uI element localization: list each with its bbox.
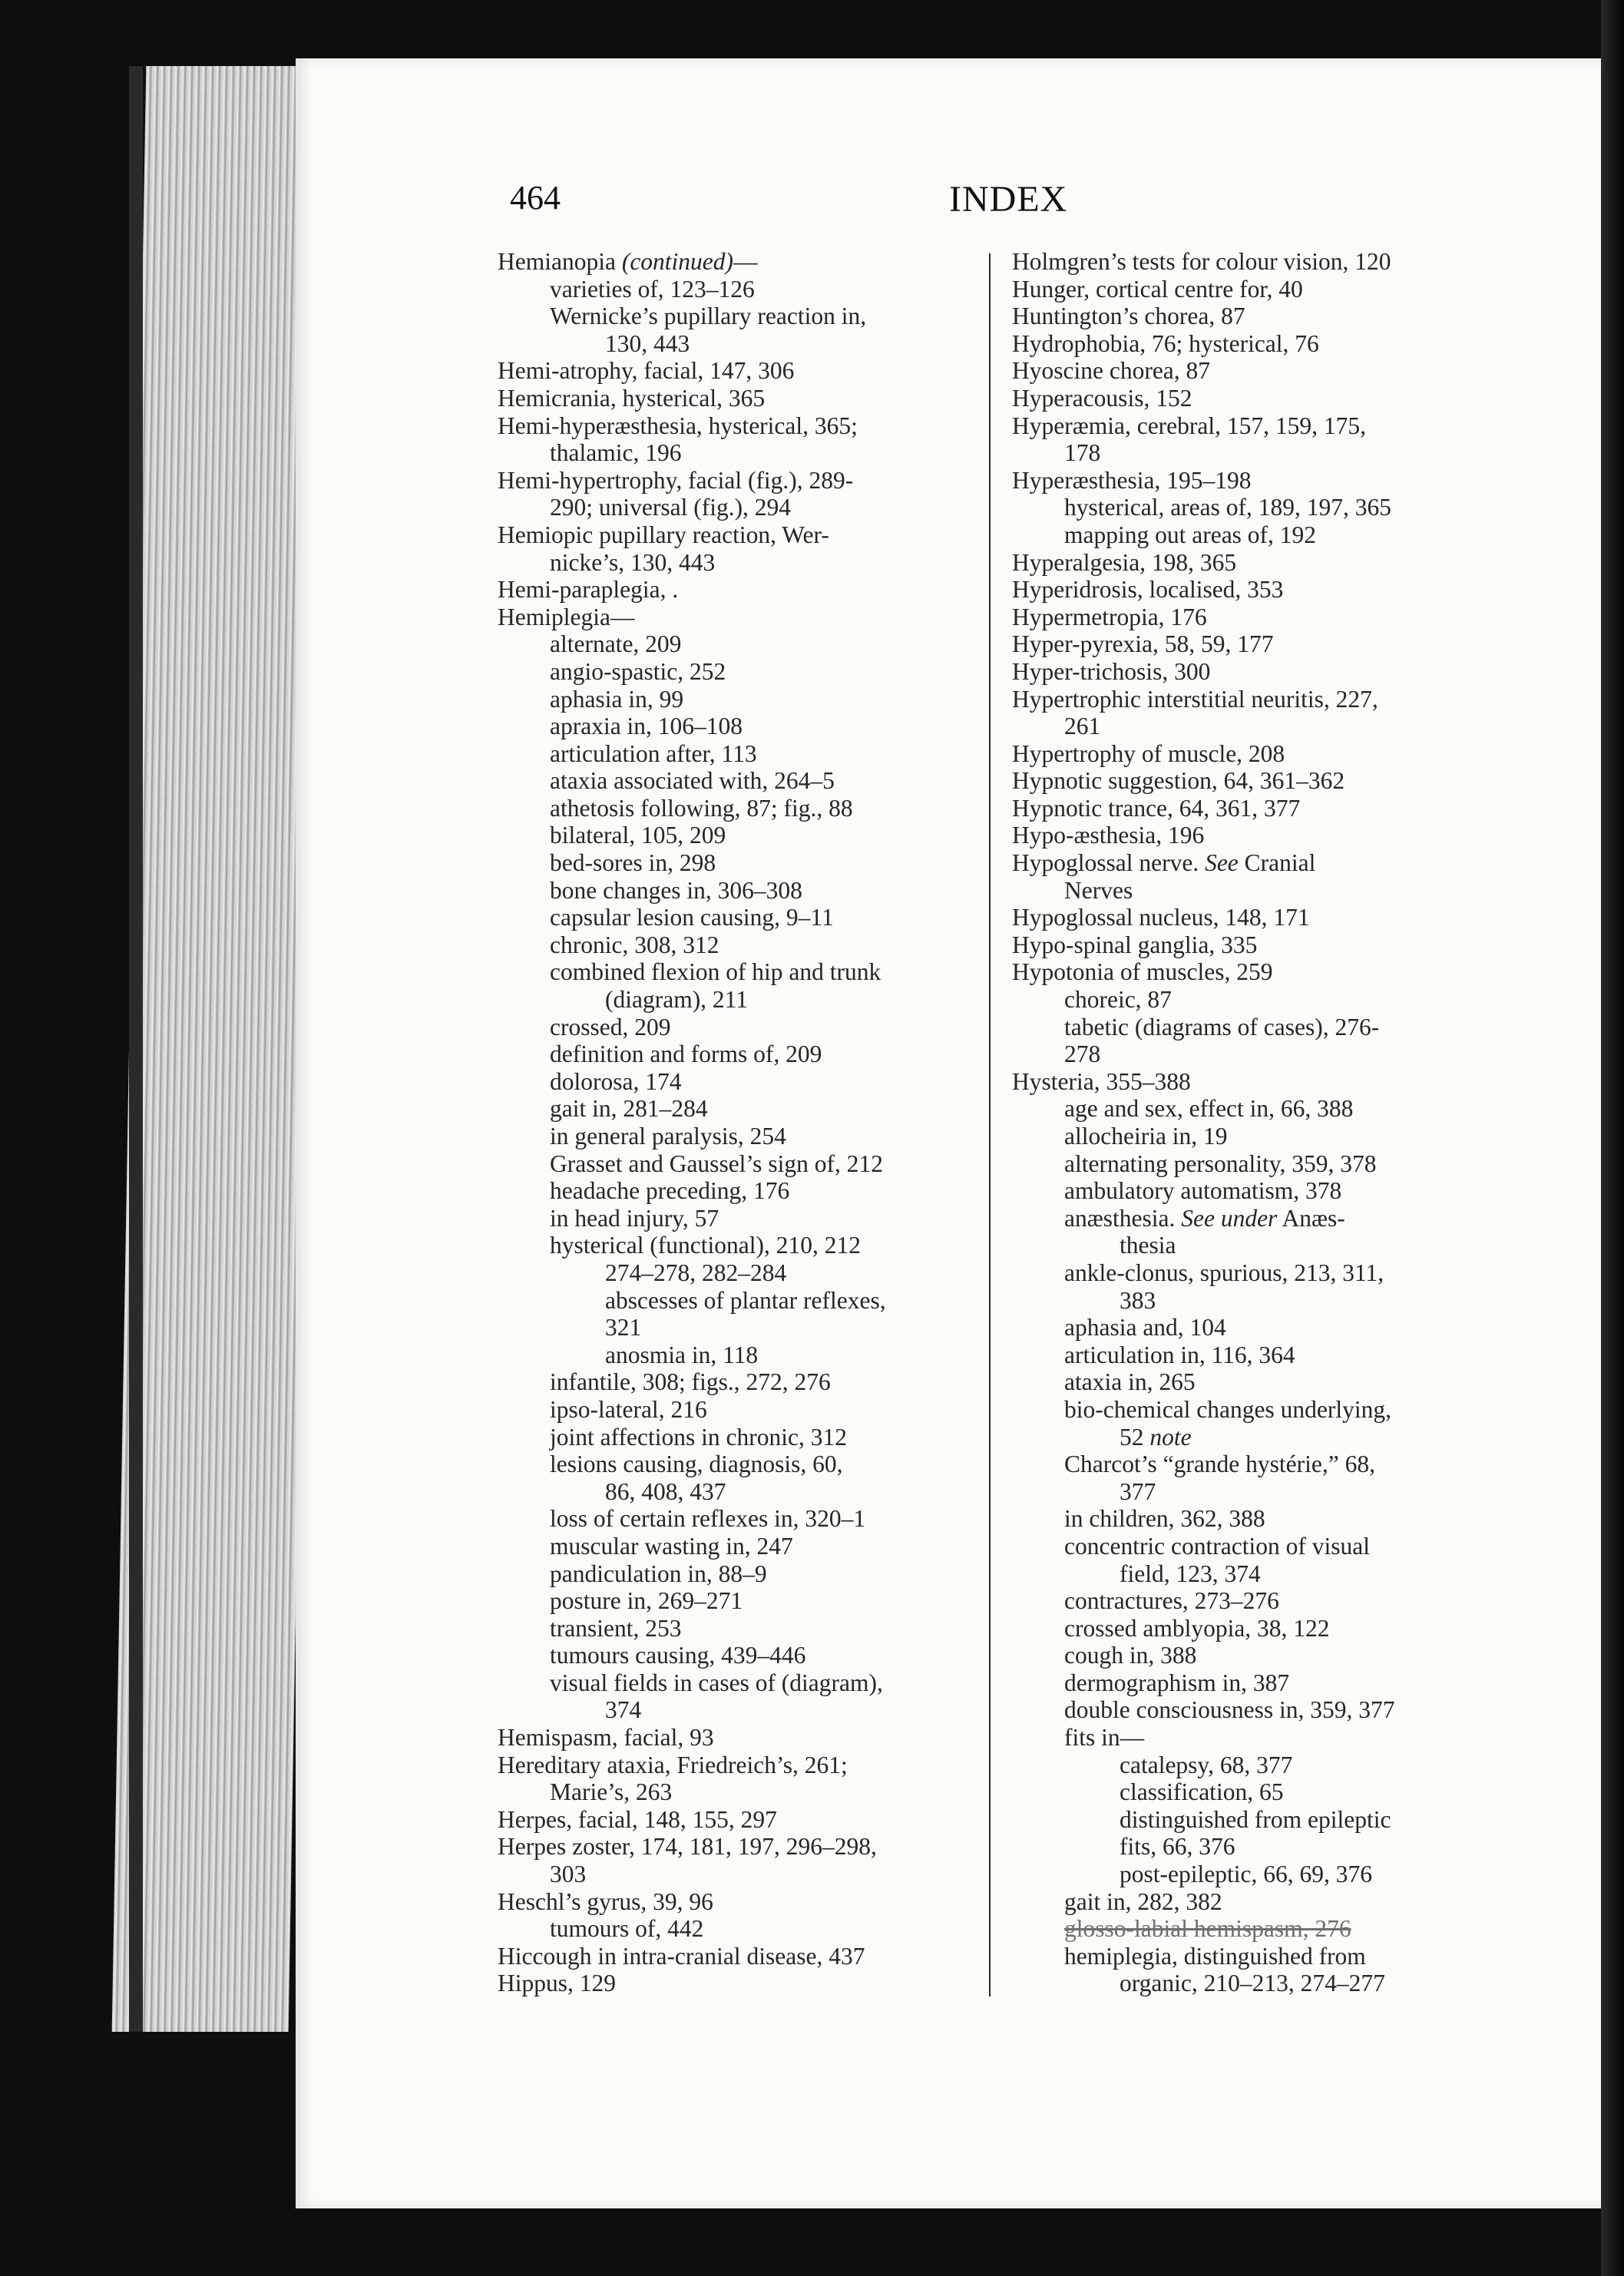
- index-entry: [498, 1833, 989, 1861]
- index-entry-text: lesions causing, diagnosis, 60,: [550, 1451, 843, 1478]
- index-entry-italic: See under: [1181, 1204, 1278, 1232]
- index-entry: [1012, 822, 1515, 849]
- index-entry: [498, 1123, 989, 1150]
- index-entry-text: double consciousness in, 359, 377: [1064, 1696, 1395, 1724]
- index-entry-text: crossed amblyopia, 38, 122: [1064, 1614, 1330, 1642]
- index-entry-text: fits, 66, 376: [1120, 1833, 1235, 1861]
- index-entry-text: Marie’s, 263: [550, 1778, 673, 1806]
- book-page-edges: [112, 66, 323, 2032]
- index-entry-text: hysterical (functional), 210, 212: [550, 1232, 862, 1259]
- index-entry: [1012, 1642, 1515, 1669]
- index-entry-text: articulation after, 113: [550, 739, 757, 767]
- index-entry-tail: Anæs-: [1277, 1204, 1345, 1232]
- index-entry: [1012, 1806, 1515, 1834]
- index-entry-text: Herpes, facial, 148, 155, 297: [498, 1805, 777, 1833]
- index-entry-text: transient, 253: [550, 1614, 682, 1642]
- index-entry: [1012, 958, 1515, 986]
- index-entry-text: Hypo-æsthesia, 196: [1012, 822, 1205, 849]
- index-entry: [1012, 1669, 1515, 1697]
- index-entry: [498, 1696, 989, 1724]
- index-entry-text: Hunger, cortical centre for, 40: [1012, 275, 1303, 303]
- index-entry-text: Hyper-pyrexia, 58, 59, 177: [1012, 630, 1274, 658]
- facing-page-edge: [1601, 0, 1624, 2276]
- index-entry-text: Hemianopia: [498, 248, 622, 275]
- index-entry-text: (diagram), 211: [605, 986, 749, 1014]
- index-entry: [498, 986, 989, 1014]
- index-entry: [498, 412, 989, 440]
- index-entry: [498, 958, 989, 986]
- index-entry-text: ambulatory automatism, 378: [1064, 1177, 1342, 1205]
- index-entry: [1012, 1451, 1515, 1478]
- index-entry-text: nicke’s, 130, 443: [550, 548, 716, 576]
- index-entry-text: classification, 65: [1120, 1778, 1284, 1806]
- index-entry-text: organic, 210–213, 274–277: [1120, 1970, 1385, 1997]
- index-entry-text: Hypermetropia, 176: [1012, 603, 1207, 630]
- index-entry: [498, 467, 989, 495]
- index-entry: [1012, 713, 1515, 740]
- index-entry: [498, 1752, 989, 1779]
- page-number: 464: [510, 179, 561, 217]
- index-entry-text: 383: [1120, 1286, 1156, 1314]
- index-entry-text: anæsthesia.: [1064, 1204, 1182, 1232]
- index-entry: [1012, 1232, 1515, 1259]
- index-entry-text: aphasia in, 99: [550, 685, 684, 713]
- index-entry-text: Hypnotic suggestion, 64, 361–362: [1012, 767, 1345, 795]
- index-entry-text: muscular wasting in, 247: [550, 1532, 793, 1560]
- index-entry-text: ipso-lateral, 216: [550, 1395, 707, 1423]
- index-entry-text: contractures, 273–276: [1064, 1587, 1279, 1615]
- index-entry-text: bed-sores in, 298: [550, 849, 716, 877]
- index-entry: [498, 931, 989, 959]
- index-entry: [1012, 276, 1515, 303]
- index-entry-text: Hippus, 129: [498, 1970, 617, 1997]
- index-entry: [498, 1368, 989, 1396]
- index-entry: [1012, 1123, 1515, 1150]
- index-entry-text: gait in, 281–284: [550, 1095, 708, 1123]
- index-entry-text: definition and forms of, 209: [550, 1040, 822, 1068]
- index-entry: [498, 767, 989, 795]
- index-entry-text: chronic, 308, 312: [550, 931, 719, 958]
- index-entry: [1012, 357, 1515, 385]
- index-entry: [498, 849, 989, 877]
- index-column-left: [498, 248, 989, 1997]
- index-entry-text: 274–278, 282–284: [605, 1259, 787, 1286]
- index-entry: [498, 1424, 989, 1451]
- index-entry: [498, 1014, 989, 1041]
- index-entry: [498, 330, 989, 358]
- index-entry: [1012, 330, 1515, 358]
- index-entry-text: 303: [550, 1861, 587, 1888]
- index-entry: [1012, 1560, 1515, 1588]
- index-entry: [498, 740, 989, 768]
- index-entry: [1012, 1068, 1515, 1096]
- index-entry: [1012, 1587, 1515, 1615]
- index-entry-text: bone changes in, 306–308: [550, 876, 802, 904]
- index-entry: [498, 1259, 989, 1287]
- index-entry-text: varieties of, 123–126: [550, 275, 755, 303]
- index-entry: [498, 1970, 989, 1997]
- index-entry-text: Hemi-hyperæsthesia, hysterical, 365;: [498, 412, 858, 439]
- index-entry-text: Hydrophobia, 76; hysterical, 76: [1012, 329, 1319, 357]
- index-entry-text: 52: [1120, 1423, 1150, 1451]
- index-entry-text: alternate, 209: [550, 630, 682, 658]
- index-entry-text: 178: [1064, 439, 1101, 467]
- index-entry: [1012, 604, 1515, 631]
- index-entry-text: choreic, 87: [1064, 986, 1172, 1014]
- index-entry-text: Hyperæmia, cerebral, 157, 159, 175,: [1012, 412, 1366, 439]
- index-entry: [1012, 1314, 1515, 1341]
- index-entry: [1012, 1259, 1515, 1287]
- index-entry-text: catalepsy, 68, 377: [1120, 1751, 1293, 1778]
- index-entry-text: 321: [605, 1314, 642, 1341]
- index-entry: [1012, 931, 1515, 959]
- index-entry-text: Heschl’s gyrus, 39, 96: [498, 1887, 713, 1915]
- index-entry: [1012, 248, 1515, 276]
- index-entry-text: in head injury, 57: [550, 1204, 719, 1232]
- index-entry-text: Hiccough in intra-cranial disease, 437: [498, 1942, 865, 1970]
- index-entry-italic: (continued): [621, 248, 734, 275]
- index-entry: [1012, 494, 1515, 521]
- index-entry-text: Hypertrophic interstitial neuritis, 227,: [1012, 685, 1378, 713]
- index-entry-text: Herpes zoster, 174, 181, 197, 296–298,: [498, 1833, 877, 1861]
- index-entry-text: combined flexion of hip and trunk: [550, 958, 881, 986]
- index-entry: [498, 630, 989, 658]
- index-entry-text: hysterical, areas of, 189, 197, 365: [1064, 494, 1392, 521]
- index-entry: [1012, 1752, 1515, 1779]
- index-entry-text: Hemi-hypertrophy, facial (fig.), 289-: [498, 466, 854, 494]
- index-entry-text: Hyoscine chorea, 87: [1012, 357, 1211, 385]
- index-entry-text: 278: [1064, 1040, 1101, 1068]
- index-entry: [498, 1505, 989, 1533]
- index-entry-text: Hypertrophy of muscle, 208: [1012, 739, 1285, 767]
- column-divider: [989, 253, 991, 1996]
- index-entry: [498, 713, 989, 740]
- index-entry: [1012, 904, 1515, 931]
- index-entry-text: ataxia in, 265: [1064, 1368, 1196, 1396]
- index-entry: [498, 1888, 989, 1916]
- index-entry: [498, 1396, 989, 1424]
- index-entry-tail: —: [733, 248, 758, 275]
- index-entry-text: Hyperacousis, 152: [1012, 384, 1192, 412]
- index-entry-text: joint affections in chronic, 312: [550, 1423, 847, 1451]
- index-entry-text: thalamic, 196: [550, 439, 682, 467]
- index-entry: [1012, 767, 1515, 795]
- index-entry: [1012, 1368, 1515, 1396]
- index-entry: [498, 604, 989, 631]
- index-entry-text: Nerves: [1064, 876, 1133, 904]
- index-entry: [498, 521, 989, 549]
- index-entry: [1012, 1205, 1515, 1232]
- index-entry: [1012, 1505, 1515, 1533]
- index-entry: [498, 1150, 989, 1178]
- index-entry: [1012, 303, 1515, 330]
- index-entry: [498, 385, 989, 412]
- index-entry-text: hemiplegia, distinguished from: [1064, 1942, 1366, 1970]
- index-entry: [1012, 385, 1515, 412]
- index-entry: [1012, 1533, 1515, 1560]
- index-entry-text: Huntington’s chorea, 87: [1012, 303, 1245, 330]
- index-entry-text: age and sex, effect in, 66, 388: [1064, 1095, 1354, 1123]
- index-entry: [1012, 1478, 1515, 1506]
- index-entry: [1012, 1888, 1515, 1916]
- index-entry-text: posture in, 269–271: [550, 1587, 743, 1615]
- index-entry-text: pandiculation in, 88–9: [550, 1560, 767, 1587]
- index-entry: [1012, 521, 1515, 549]
- index-entry-text: dermographism in, 387: [1064, 1669, 1290, 1696]
- index-entry: [498, 1177, 989, 1205]
- index-entry-text: angio-spastic, 252: [550, 657, 726, 685]
- index-entry-text: crossed, 209: [550, 1013, 671, 1040]
- index-entry: [498, 877, 989, 905]
- index-entry: [1012, 1861, 1515, 1888]
- index-entry: [498, 1642, 989, 1669]
- index-entry: [498, 494, 989, 521]
- index-entry-text: visual fields in cases of (diagram),: [550, 1669, 883, 1696]
- index-entry: [498, 1861, 989, 1888]
- index-entry: [498, 795, 989, 822]
- index-entry: [1012, 1150, 1515, 1178]
- index-entry: [498, 1478, 989, 1506]
- index-entry-text: Hyperæsthesia, 195–198: [1012, 466, 1252, 494]
- index-entry: [498, 658, 989, 686]
- index-entry-text: Hypo-spinal ganglia, 335: [1012, 931, 1258, 958]
- index-entry: [498, 1560, 989, 1588]
- index-entry-text: Hypnotic trance, 64, 361, 377: [1012, 794, 1301, 822]
- index-entry: [1012, 1696, 1515, 1724]
- index-entry-text: bio-chemical changes underlying,: [1064, 1395, 1391, 1423]
- index-entry-text: infantile, 308; figs., 272, 276: [550, 1368, 831, 1396]
- index-entry-text: Hemi-paraplegia, .: [498, 576, 679, 604]
- index-entry-text: loss of certain reflexes in, 320–1: [550, 1505, 866, 1533]
- index-entry-text: glosso-labial hemispasm, 276: [1064, 1915, 1351, 1943]
- index-entry-text: cough in, 388: [1064, 1642, 1197, 1669]
- index-entry: [498, 1287, 989, 1315]
- index-entry: [1012, 1095, 1515, 1123]
- index-entry-text: headache preceding, 176: [550, 1177, 790, 1205]
- index-entry-text: ataxia associated with, 264–5: [550, 767, 835, 795]
- index-entry-text: Hemicrania, hysterical, 365: [498, 384, 766, 412]
- index-entry: [1012, 1943, 1515, 1970]
- index-entry-text: in general paralysis, 254: [550, 1123, 786, 1150]
- index-entry-text: Hypotonia of muscles, 259: [1012, 958, 1273, 986]
- index-entry: [1012, 1014, 1515, 1041]
- index-entry: [498, 1724, 989, 1752]
- index-entry: [1012, 1970, 1515, 1997]
- index-entry: [498, 276, 989, 303]
- index-entry-tail: Cranial: [1238, 849, 1316, 877]
- index-entry-text: ankle-clonus, spurious, 213, 311,: [1064, 1259, 1384, 1286]
- index-entry-text: apraxia in, 106–108: [550, 713, 743, 740]
- index-entry-text: alternating personality, 359, 378: [1064, 1150, 1377, 1177]
- index-entry-italic: note: [1149, 1423, 1192, 1451]
- index-entry: [498, 357, 989, 385]
- index-entry-text: 290; universal (fig.), 294: [550, 494, 792, 521]
- index-entry: [1012, 576, 1515, 604]
- index-entry: [1012, 1915, 1515, 1943]
- index-entry-text: Charcot’s “grande hystérie,” 68,: [1064, 1451, 1375, 1478]
- index-entry: [1012, 1424, 1515, 1451]
- index-entry-text: Holmgren’s tests for colour vision, 120: [1012, 248, 1391, 275]
- index-entry: [498, 549, 989, 577]
- index-entry-text: Hypoglossal nerve.: [1012, 849, 1206, 877]
- index-entry-text: Hereditary ataxia, Friedreich’s, 261;: [498, 1751, 848, 1778]
- index-entry: [1012, 630, 1515, 658]
- index-entry-text: Hyper-trichosis, 300: [1012, 657, 1211, 685]
- index-entry-text: Hyperalgesia, 198, 365: [1012, 548, 1237, 576]
- index-entry: [498, 1095, 989, 1123]
- index-entry: [1012, 986, 1515, 1014]
- index-entry-text: Hemiplegia—: [498, 603, 635, 630]
- index-entry: [1012, 1177, 1515, 1205]
- index-entry: [498, 576, 989, 604]
- index-entry-text: tabetic (diagrams of cases), 276-: [1064, 1013, 1380, 1040]
- index-entry-text: Wernicke’s pupillary reaction in,: [550, 303, 867, 330]
- index-entry-text: Hysteria, 355–388: [1012, 1067, 1191, 1095]
- index-column-right: [1012, 248, 1515, 1997]
- index-entry-italic: See: [1205, 849, 1239, 877]
- index-entry-text: post-epileptic, 66, 69, 376: [1120, 1861, 1372, 1888]
- index-entry: [498, 1587, 989, 1615]
- index-entry: [498, 1615, 989, 1642]
- index-entry: [1012, 795, 1515, 822]
- index-entry: [498, 1341, 989, 1369]
- index-entry-text: 130, 443: [605, 329, 690, 357]
- index-entry: [498, 686, 989, 713]
- index-entry: [498, 1915, 989, 1943]
- index-entry-text: articulation in, 116, 364: [1064, 1341, 1295, 1368]
- index-entry: [1012, 877, 1515, 905]
- index-entry: [498, 1205, 989, 1232]
- index-entry: [498, 248, 989, 276]
- index-entry: [1012, 849, 1515, 877]
- index-entry-text: anosmia in, 118: [605, 1341, 759, 1368]
- index-entry: [498, 1040, 989, 1068]
- index-entry: [498, 1232, 989, 1259]
- index-entry-text: 261: [1064, 713, 1101, 740]
- index-entry: [498, 904, 989, 931]
- index-entry: [1012, 1341, 1515, 1369]
- index-entry-text: Hyperidrosis, localised, 353: [1012, 576, 1284, 604]
- index-entry: [498, 1778, 989, 1806]
- index-entry: [1012, 740, 1515, 768]
- index-entry-text: aphasia and, 104: [1064, 1314, 1226, 1341]
- index-entry: [498, 439, 989, 467]
- index-entry-text: tumours of, 442: [550, 1915, 704, 1943]
- index-entry-text: thesia: [1120, 1232, 1176, 1259]
- index-entry-text: athetosis following, 87; fig., 88: [550, 794, 853, 822]
- index-entry-text: mapping out areas of, 192: [1064, 521, 1317, 548]
- index-entry: [498, 1533, 989, 1560]
- index-entry: [498, 1314, 989, 1341]
- index-entry-text: 86, 408, 437: [605, 1477, 726, 1505]
- index-entry-text: gait in, 282, 382: [1064, 1887, 1222, 1915]
- index-entry-text: Grasset and Gaussel’s sign of, 212: [550, 1150, 883, 1177]
- index-entry-text: Hemispasm, facial, 93: [498, 1724, 714, 1752]
- index-entry: [498, 303, 989, 330]
- index-entry-text: Hypoglossal nucleus, 148, 171: [1012, 904, 1310, 931]
- index-entry-text: bilateral, 105, 209: [550, 822, 726, 849]
- index-entry-text: dolorosa, 174: [550, 1067, 682, 1095]
- index-entry: [1012, 1287, 1515, 1315]
- index-entry-text: capsular lesion causing, 9–11: [550, 904, 834, 931]
- index-entry: [498, 1943, 989, 1970]
- index-entry-text: in children, 362, 388: [1064, 1505, 1265, 1533]
- index-entry: [498, 822, 989, 849]
- index-entry: [1012, 439, 1515, 467]
- index-entry-text: distinguished from epileptic: [1120, 1805, 1391, 1833]
- index-entry-text: 377: [1120, 1477, 1156, 1505]
- index-entry-text: abscesses of plantar reflexes,: [605, 1286, 886, 1314]
- index-entry: [498, 1451, 989, 1478]
- index-entry: [498, 1806, 989, 1834]
- index-entry: [498, 1068, 989, 1096]
- index-entry: [1012, 1615, 1515, 1642]
- index-entry: [498, 1669, 989, 1697]
- book-spine-shadow: [129, 66, 143, 2032]
- index-entry: [1012, 549, 1515, 577]
- index-entry: [1012, 1040, 1515, 1068]
- index-entry: [1012, 467, 1515, 495]
- index-entry-text: concentric contraction of visual: [1064, 1532, 1370, 1560]
- index-entry: [1012, 412, 1515, 440]
- index-entry: [1012, 1778, 1515, 1806]
- index-entry-text: Hemiopic pupillary reaction, Wer-: [498, 521, 829, 548]
- index-entry-text: allocheiria in, 19: [1064, 1123, 1228, 1150]
- index-entry: [1012, 658, 1515, 686]
- index-entry-text: tumours causing, 439–446: [550, 1642, 806, 1669]
- index-entry-text: field, 123, 374: [1120, 1560, 1261, 1587]
- index-entry-text: fits in—: [1064, 1724, 1145, 1752]
- index-entry-text: Hemi-atrophy, facial, 147, 306: [498, 357, 795, 385]
- index-entry: [1012, 1396, 1515, 1424]
- index-entry: [1012, 1833, 1515, 1861]
- index-entry-text: 374: [605, 1696, 642, 1724]
- page-title: INDEX: [949, 179, 1068, 220]
- index-entry: [1012, 1724, 1515, 1752]
- index-entry: [1012, 686, 1515, 713]
